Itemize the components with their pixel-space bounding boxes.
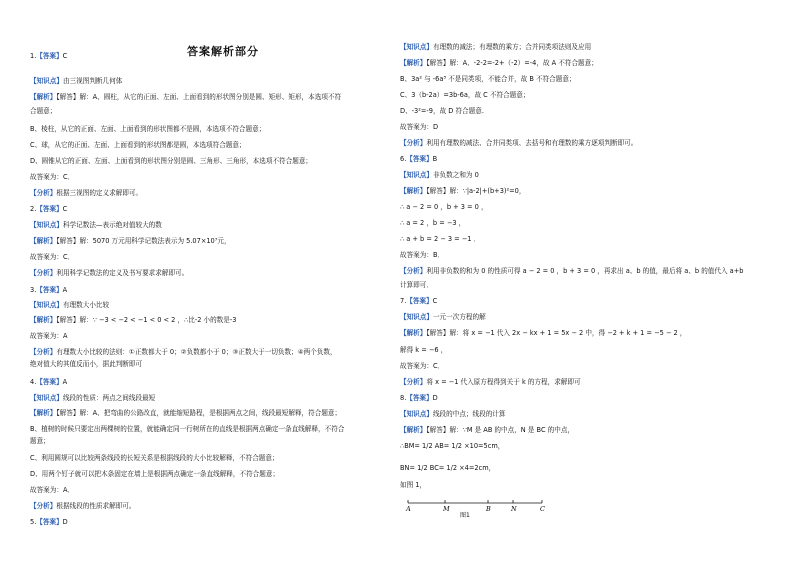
line-text: 故答案为：C． (30, 253, 75, 261)
line-text: 线段的性质：两点之间线段最短 (62, 394, 156, 402)
point-label-C: C (540, 505, 545, 513)
line-text: ∴ a = 2 ，b = −3 ， (400, 219, 466, 227)
line-text: B (432, 155, 438, 163)
section-tag: 【解析】 (30, 409, 57, 417)
right-line-kp (400, 313, 486, 322)
left-line-p (30, 486, 74, 495)
left-line-fx (30, 502, 136, 511)
left-line-ans (30, 378, 67, 387)
right-line-p (400, 281, 433, 290)
right-line-p (400, 362, 444, 371)
line-text: 【解答】解：A、-2-2=-2+（-2）=-4，故 A 不符合题意； (426, 59, 598, 67)
line-text: ∴ a + b = 2 − 3 = −1 ． (400, 235, 481, 243)
left-line-p (30, 173, 74, 182)
line-text: 故答案为：B． (400, 251, 445, 259)
line-text: 如图 1， (400, 481, 427, 489)
line-text: 故答案为：A (30, 332, 68, 340)
right-line-kp (400, 43, 591, 52)
section-tag: 【分析】 (30, 502, 57, 510)
line-text: BN= 1/2 BC= 1/2 ×4=2cm， (400, 464, 496, 472)
left-line-p (30, 470, 279, 479)
left-line-jx (30, 237, 231, 246)
left-line-p (30, 360, 142, 369)
point-label-N: N (511, 505, 517, 513)
section-tag: 【解析】 (400, 426, 427, 434)
line-text: C (62, 52, 68, 60)
section-tag: 【知识点】 (30, 221, 63, 229)
right-line-p (400, 203, 488, 212)
left-line-kp (30, 77, 122, 86)
section-tag: 【答案】 (406, 155, 433, 163)
right-line-p (400, 442, 504, 451)
section-tag: 【知识点】 (400, 313, 433, 321)
section-tag: 【答案】 (36, 518, 63, 526)
left-line-p (30, 332, 67, 341)
right-line-ans (400, 394, 438, 403)
section-tag: 【知识点】 (30, 301, 63, 309)
line-text: 【解答】解：∵M 是 AB 的中点，N 是 BC 的中点， (426, 426, 575, 434)
left-line-fx (30, 269, 188, 278)
section-tag: 【知识点】 (400, 43, 433, 51)
right-line-p (400, 464, 495, 473)
line-text: 故答案为：A． (30, 486, 75, 494)
line-text: A (62, 378, 68, 386)
line-text: 解得 k = −6 ， (400, 346, 448, 354)
section-tag: 【解析】 (30, 237, 57, 245)
line-text: D、-3²=-9，故 D 符合题意. (400, 107, 484, 115)
point-label-B: B (486, 505, 491, 513)
right-line-p (400, 75, 576, 84)
line-text: D、用两个钉子就可以把木条固定在墙上是根据两点确定一条直线解释，不符合题意； (30, 470, 280, 478)
left-line-p (30, 125, 265, 134)
left-line-p (30, 107, 56, 116)
line-text: 利用科学记数法的定义及书写要求求解即可。 (56, 269, 189, 277)
left-line-kp (30, 221, 162, 230)
section-tag: 【答案】 (36, 52, 63, 60)
question-number: 5. (30, 518, 37, 526)
section-tag: 【分析】 (30, 269, 57, 277)
right-line-fx (400, 378, 581, 387)
left-line-p (30, 141, 246, 150)
line-text: 根据线段的性质求解即可。 (56, 502, 136, 510)
line-text: 【解答】解：5070 万元用科学记数法表示为 5.07×10⁷元， (56, 237, 231, 245)
right-line-fx (400, 139, 637, 148)
right-line-jx (400, 426, 574, 435)
right-line-jx (400, 329, 686, 338)
line-text: 将 x = −1 代入原方程得到关于 k 的方程，求解即可 (426, 378, 581, 386)
line-text: B、植树的时候只要定出两棵树的位置，就能确定同一行树所在的直线是根据两点确定一条直线解释，不符合 (30, 425, 345, 433)
line-text: ∴ a − 2 = 0 ，b + 3 = 0 ， (400, 203, 488, 211)
section-tag: 【答案】 (36, 205, 63, 213)
section-tag: 【解析】 (400, 187, 427, 195)
left-line-p (30, 157, 312, 166)
line-text: 有理数的减法；有理数的乘方；合并同类项法则及应用 (432, 43, 592, 51)
line-text: 故答案为：C． (400, 362, 445, 370)
right-line-p (400, 251, 444, 260)
line-text: 合题意； (30, 107, 57, 115)
left-line-ans (30, 205, 67, 214)
left-line-ans (30, 52, 67, 61)
section-tag: 【知识点】 (400, 171, 433, 179)
left-line-p (30, 425, 344, 434)
section-tag: 【答案】 (406, 394, 433, 402)
right-line-p (400, 481, 426, 490)
right-line-jx (400, 187, 525, 196)
section-tag: 【分析】 (400, 378, 427, 386)
line-text: B、棱柱，从它的正面、左面、上面看到的形状图都不是圆，本选项不符合题意； (30, 125, 266, 133)
section-tag: 【答案】 (36, 286, 63, 294)
left-line-ans (30, 286, 67, 295)
line-text: C (62, 205, 68, 213)
section-tag: 【答案】 (406, 297, 433, 305)
left-line-kp (30, 394, 155, 403)
line-text: 根据三视图的定义求解即可。 (56, 189, 143, 197)
line-text: D (62, 518, 68, 526)
left-line-jx (30, 409, 341, 418)
question-number: 3. (30, 286, 37, 294)
section-tag: 【知识点】 (30, 77, 63, 85)
line-text: D、圆锥从它的正面、左面、上面看到的形状图分别是圆、三角形、三角形，本选项不符合题意； (30, 157, 313, 165)
line-text: C、3（b-2a）=3b-6a，故 C 不符合题意； (400, 91, 530, 99)
line-text: 科学记数法—表示绝对值较大的数 (62, 221, 162, 229)
left-line-p (30, 454, 279, 463)
question-number: 2. (30, 205, 37, 213)
section-tag: 【知识点】 (400, 410, 433, 418)
point-label-A: A (406, 505, 411, 513)
line-text: 【解答】解：∵|a-2|+(b+3)²=0， (426, 187, 526, 195)
segment-diagram (400, 494, 550, 518)
right-line-kp (400, 171, 479, 180)
line-text: 由三视图判断几何体 (62, 77, 123, 85)
section-tag: 【解析】 (30, 316, 57, 324)
question-number: 7. (400, 297, 407, 305)
line-text: 【解答】解：A、把弯曲的公路改直，就能缩短路程，是根据两点之间，线段最短解释，符合题意； (56, 409, 342, 417)
left-line-kp (30, 301, 109, 310)
section-tag: 【分析】 (30, 348, 57, 356)
right-line-ans (400, 155, 437, 164)
line-text: 一元一次方程的解 (432, 313, 486, 321)
line-text: 非负数之和为 0 (432, 171, 479, 179)
right-line-p (400, 235, 480, 244)
line-text: 利用有理数的减法、合并同类项、去括号和有理数的乘方逐项判断即可。 (426, 139, 638, 147)
question-number: 1. (30, 52, 37, 60)
section-tag: 【分析】 (400, 139, 427, 147)
line-text: 有理数大小比较 (62, 301, 110, 309)
right-line-p (400, 346, 447, 355)
question-number: 4. (30, 378, 37, 386)
figure-caption: 图1 (460, 512, 470, 518)
section-tag: 【解析】 (400, 329, 427, 337)
right-line-fx (400, 267, 743, 276)
right-line-p (400, 91, 529, 100)
section-tag: 【知识点】 (30, 394, 63, 402)
line-text: 【解答】解：A、圆柱，从它的正面、左面、上面看到的形状图分别是圆、矩形、矩形，本选项不符 (56, 93, 342, 101)
line-text: ∴BM= 1/2 AB= 1/2 ×10=5cm， (400, 442, 505, 450)
right-line-kp (400, 410, 506, 419)
section-tag: 【分析】 (400, 267, 427, 275)
question-number: 8. (400, 394, 407, 402)
page-title: 答案解析部分 (187, 45, 259, 58)
right-line-jx (400, 59, 598, 68)
left-line-fx (30, 348, 337, 357)
right-line-ans (400, 297, 437, 306)
line-text: C、球，从它的正面、左面、上面看到的形状图都是圆，本选项符合题意； (30, 141, 246, 149)
left-line-jx (30, 316, 236, 325)
line-text: 绝对值大的其值反而小，据此判断即可 (30, 360, 143, 368)
section-tag: 【分析】 (30, 189, 57, 197)
section-tag: 【答案】 (36, 378, 63, 386)
line-text: C、利用圆规可以比较两条线段的长短关系是根据线段的大小比较解释，不符合题意； (30, 454, 279, 462)
left-line-p (30, 437, 50, 446)
section-tag: 【解析】 (30, 93, 57, 101)
line-text: C (432, 297, 438, 305)
line-text: 【解答】解：将 x = −1 代入 2x − kx + 1 = 5x − 2 中，得 −2 + k + 1 = −5 − 2 ， (426, 329, 687, 337)
line-text: 【解答】解：∵ −3 < −2 < −1 < 0 < 2 ，∴比-2 小的数是-3 (56, 316, 237, 324)
line-text: 题意； (30, 437, 50, 445)
line-text: 故答案为：C． (30, 173, 75, 181)
line-text: 故答案为：D (400, 123, 439, 131)
line-text: A (62, 286, 68, 294)
line-text: 计算即可． (400, 281, 433, 289)
section-tag: 【解析】 (400, 59, 427, 67)
line-text: 线段的中点；线段的计算 (432, 410, 506, 418)
question-number: 6. (400, 155, 407, 163)
right-line-p (400, 107, 484, 116)
line-text: 有理数大小比较的法则：①正数都大于 0；②负数都小于 0；③正数大于一切负数；④两个负数， (56, 348, 337, 356)
line-text: 利用非负数的和为 0 的性质可得 a − 2 = 0 ，b + 3 = 0 ，再求出 a、b 的值，最后将 a、b 的值代入 a+b (426, 267, 744, 275)
left-line-fx (30, 189, 142, 198)
line-text: D (432, 394, 438, 402)
right-line-p (400, 123, 438, 132)
left-line-p (30, 253, 74, 262)
line-text: B、3a² 与 -6a³ 不是同类项，不能合并，故 B 不符合题意； (400, 75, 576, 83)
point-label-M: M (443, 505, 450, 513)
left-line-jx (30, 93, 341, 102)
right-line-p (400, 219, 465, 228)
left-line-ans (30, 518, 68, 527)
